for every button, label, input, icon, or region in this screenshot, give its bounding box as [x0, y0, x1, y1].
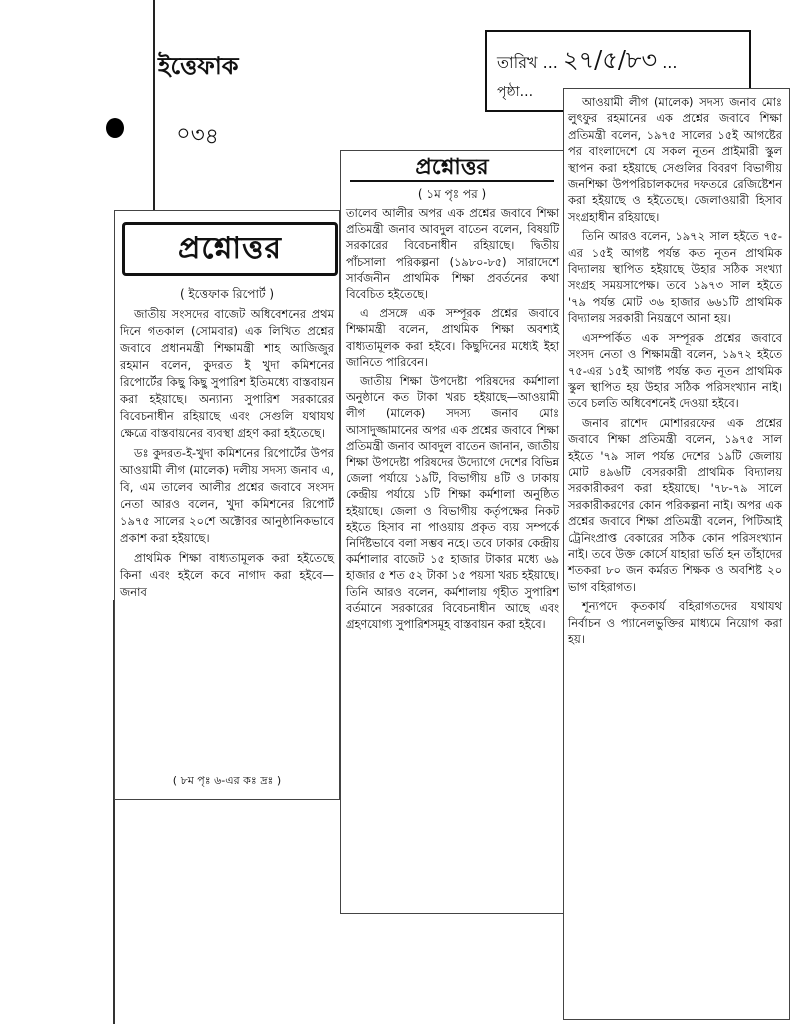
left-headline-box: [122, 222, 338, 276]
newspaper-name: ইত্তেফাক: [158, 51, 239, 80]
right-paragraph: জনাব রাশেদ মোশাররফের এক প্রশ্নের জবাবে শিক্ষা প্রতিমন্ত্রী বলেন, ১৯৭৫ সাল হইতে '৭৯ সাল পর্যন্ত দেশের ১৯টি জেলায় মোট ৪৯৬টি বেসরকারী প্রাথমিক বিদ্যালয় সরকারীকরণ করা হইয়াছে। '৭৮-৭৯ সালে সরকারীকরণের কোন পরিকল্পনা নাই। অপর এক প্রশ্নের জবাবে শিক্ষা প্রতিমন্ত্রী বলেন, পিটিআই ট্রেনিংপ্রাপ্ত বেকারের সঠিক কোন পরিসংখ্যান নাই। তবে উক্ত কোর্সে যাহারা ভর্তি হন তাঁহাদের শতকরা ৮০ জন কর্মরত শিক্ষক ও অবশিষ্ট ২০ ভাগ বহিরাগত।: [568, 415, 782, 594]
date-dots: ...: [662, 53, 678, 72]
punch-hole: [106, 118, 124, 138]
left-paragraph: ডঃ কুদরত-ই-খুদা কমিশনের রিপোর্টের উপর আওয়ামী লীগ (মালেক) দলীয় সদস্য জনাব এ, বি, এম তালেব আলীর প্রশ্নের জবাবে সংসদ নেতা আরও বলেন, খুদা কমিশনের রিপোর্ট ১৯৭৫ সালের ২০শে অক্টোবর আনুষ্ঠানিকভাবে প্রকাশ করা হইয়াছে।: [120, 446, 334, 545]
page-label: পৃষ্ঠা...: [497, 84, 534, 100]
middle-headline-rule: [350, 180, 554, 182]
date-value: ২৭/৫/৮৩: [562, 46, 658, 74]
middle-headline: প্রশ্নোত্তর: [415, 154, 489, 180]
middle-continued-from: ( ১ম পৃঃ পর ): [417, 187, 487, 201]
date-label: তারিখ ...: [497, 53, 558, 72]
right-paragraph: এসম্পর্কিত এক সম্পূরক প্রশ্নের জবাবে সংসদ নেতা ও শিক্ষামন্ত্রী বলেন, ১৯৭২ হইতে ৭৫-এর ১৫ই আগষ্ট পর্যন্ত কত নূতন প্রাথমিক স্কুল স্থাপিত হয় উহার সঠিক পরিসংখ্যান নাই। তবে চলতি অধিবেশনেই দেওয়া হইবে।: [568, 330, 782, 411]
left-article-body: [120, 306, 334, 604]
right-article-body: [568, 94, 782, 650]
page-mark: ০৩৪: [174, 120, 221, 151]
left-byline: ( ইত্তেফাক রিপোর্ট ): [179, 287, 275, 301]
right-paragraph: শূন্যপদে কৃতকার্য বহিরাগতদের যথাযথ নির্বাচন ও প্যানেলভুক্তির মাধ্যমে নিয়োগ করা হয়।: [568, 599, 782, 646]
middle-paragraph: জাতীয় শিক্ষা উপদেষ্টা পরিষদের কর্মশালা অনুষ্ঠানে কত টাকা খরচ হইয়াছে—আওয়ামী লীগ (মালেক) সদস্য জনাব মোঃ আসাদুজ্জামানের অপর এক প্রশ্নের জবাবে শিক্ষা প্রতিমন্ত্রী জনাব আবদুল বাতেন জানান, জাতীয় শিক্ষা উপদেষ্টা পরিষদের উদ্যোগে দেশের বিভিন্ন জেলা পর্যায়ে ১৯টি, বিভাগীয় ৪টি ও ঢাকায় কেন্দ্রীয় পর্যায়ে ১টি শিক্ষা কর্মশালা অনুষ্ঠিত হইয়াছে। জেলা ও বিভাগীয় কর্তৃপক্ষের নিকট হইতে হিসাব না পাওয়ায় প্রকৃত ব্যয় সম্পর্কে নির্দিষ্টভাবে বলা সম্ভব নহে। তবে ঢাকার কেন্দ্রীয় কর্মশালার বাজেট ১৫ হাজার টাকার মধ্যে ৬৯ হাজার ৫ শত ৫২ টাকা ১৫ পয়সা খরচ হইয়াছে। তিনি আরও বলেন, কর্মশালায় গৃহীত সুপারিশ বর্তমানে সরকারের বিবেচনাধীন আছে এবং গ্রহণযোগ্য সুপারিশসমূহ বাস্তবায়ন করা হইবে।: [346, 375, 559, 632]
middle-article-body: [346, 206, 559, 636]
right-paragraph: আওয়ামী লীগ (মালেক) সদস্য জনাব মোঃ লুৎফুর রহমানের এক প্রশ্নের জবাবে শিক্ষা প্রতিমন্ত্রী বলেন, ১৯৭৫ সালের ১৫ই আগষ্টের পর বাংলাদেশে যে সকল নূতন প্রাইমারী স্কুল স্থাপন করা হইয়াছে সেগুলির বিবরণ বিভাগীয় জনশিক্ষা উপপরিচালকদের দফতরে রেজিষ্টেশন করা হইয়াছে ও হইতেছে। জেলাওয়ারী হিসাব সংগ্রহাধীন রহিয়াছে।: [568, 95, 782, 224]
right-paragraph: তিনি আরও বলেন, ১৯৭২ সাল হইতে ৭৫-এর ১৫ই আগষ্ট পর্যন্ত কত নূতন প্রাথমিক বিদ্যালয় স্থাপিত হইয়াছে উহার সঠিক সংখ্যা সংগ্রহ সময়সাপেক্ষ। তবে ১৯৭৩ সাল হইতে '৭৯ পর্যন্ত মোট ৩৬ হাজার ৬৬১টি প্রাথমিক বিদ্যালয় সরকারী নিয়ন্ত্রণে আনা হয়।: [568, 229, 782, 326]
middle-paragraph: এ প্রসঙ্গে এক সম্পূরক প্রশ্নের জবাবে শিক্ষামন্ত্রী বলেন, প্রাথমিক শিক্ষা অবশ্যই বাধ্যতামূলক করা হইবে। কিছুদিনের মধ্যেই ইহা জানিতে পারিবেন।: [346, 307, 559, 369]
left-headline: প্রশ্নোত্তর: [178, 230, 282, 266]
left-paragraph: প্রাথমিক শিক্ষা বাধ্যতামূলক করা হইতেছে কিনা এবং হইলে কবে নাগাদ করা হইবে—জনাব: [120, 551, 334, 599]
margin-rule-vertical: [153, 0, 155, 210]
middle-paragraph: তালেব আলীর অপর এক প্রশ্নের জবাবে শিক্ষা প্রতিমন্ত্রী জনাব আবদুল বাতেন বলেন, বিষয়টি সরকারের বিবেচনাধীন রহিয়াছে। দ্বিতীয় পাঁচসালা পরিকল্পনা (১৯৮০-৮৫) সারাদেশে সার্বজনীন প্রাথমিক শিক্ষা প্রবর্তনের কথা বিবেচিত হইতেছে।: [346, 207, 559, 302]
left-continuation: ( ৮ম পৃঃ ৬-এর কঃ দ্রঃ ): [172, 774, 282, 787]
left-paragraph: জাতীয় সংসদের বাজেট অধিবেশনের প্রথম দিনে গতকাল (সোমবার) এক লিখিত প্রশ্নের জবাবে প্রধানমন্ত্রী শিক্ষামন্ত্রী শাহ আজিজুর রহমান বলেন, কুদরত ই খুদা কমিশনের রিপোর্টের কিছু কিছু সুপারিশ ইতিমধ্যে বাস্তবায়ন করা হইয়াছে। অন্যান্য সুপারিশ সরকারের বিবেচনাধীন রহিয়াছে এবং সেগুলি যথাযথ ক্ষেত্রে বাস্তবায়নের ব্যবস্থা গ্রহণ করা হইতেছে।: [120, 307, 334, 440]
